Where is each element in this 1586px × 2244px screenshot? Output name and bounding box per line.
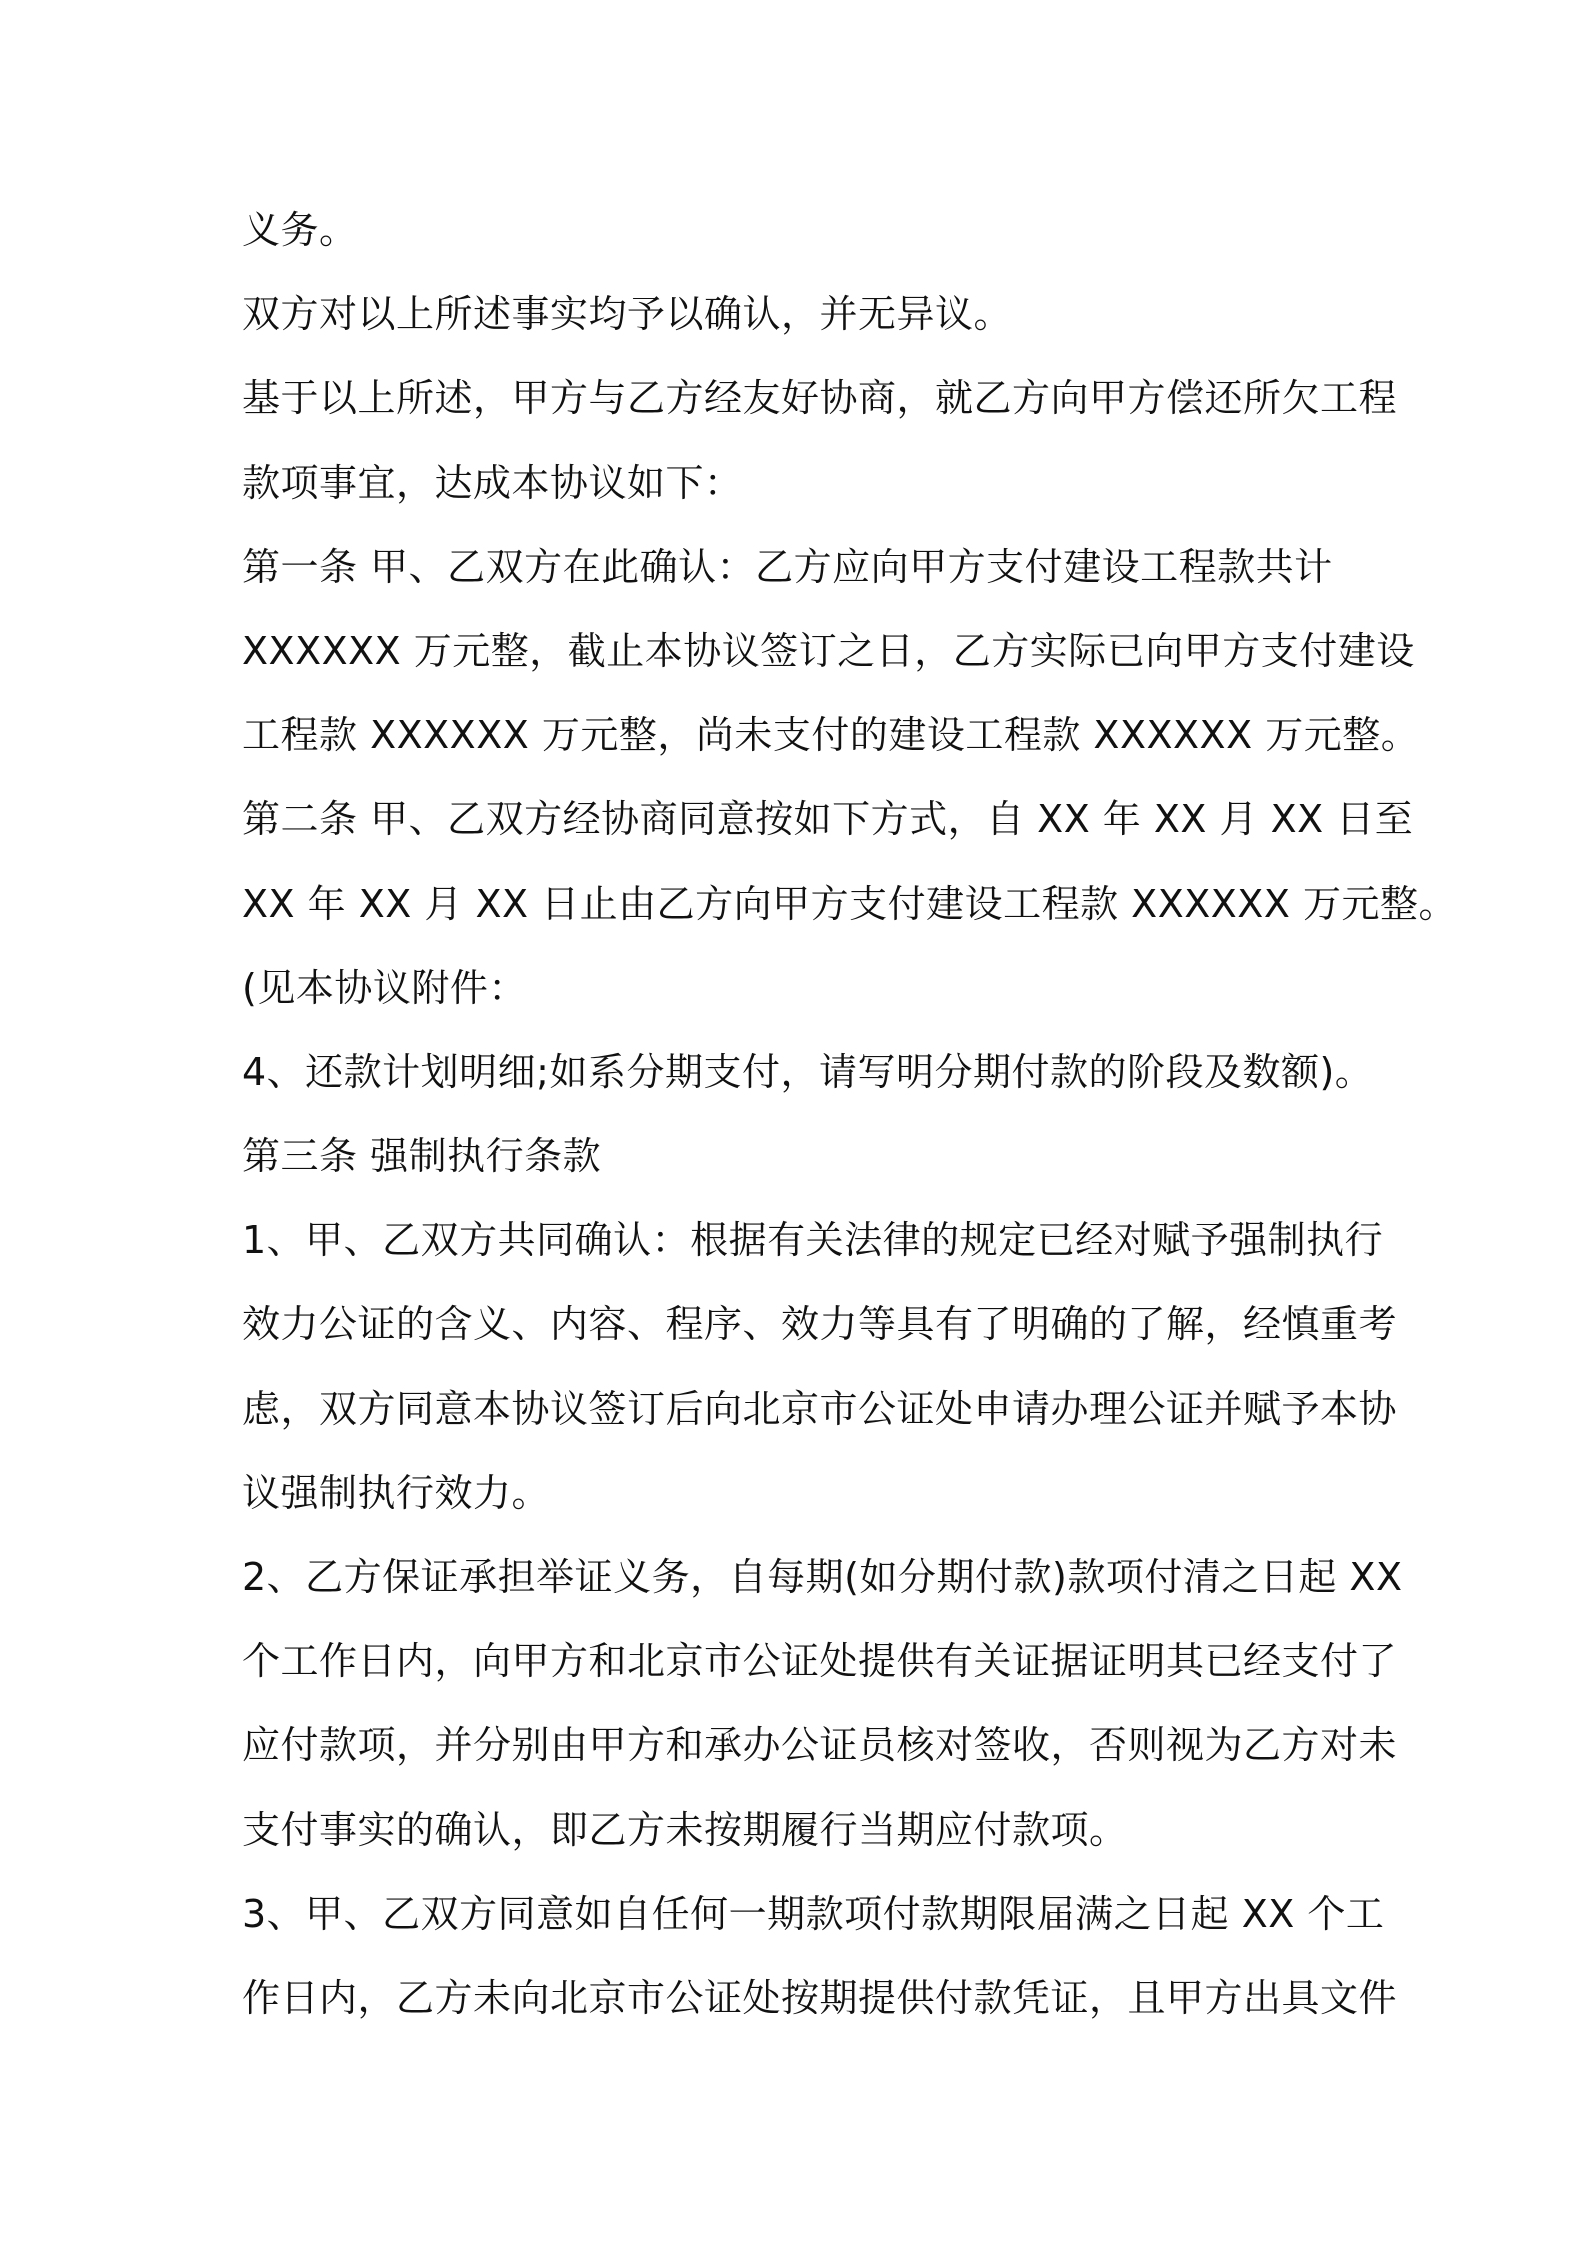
text-line: 工程款 XXXXXX 万元整，尚未支付的建设工程款 XXXXXX 万元整。 xyxy=(242,713,1420,758)
text-line: 款项事宜，达成本协议如下： xyxy=(242,460,743,505)
text-line: 3、甲、乙双方同意如自任何一期款项付款期限届满之日起 XX 个工 xyxy=(242,1891,1385,1936)
text-line: 应付款项，并分别由甲方和承办公证员核对签收，否则视为乙方对未 xyxy=(242,1723,1398,1768)
text-line: 4、还款计划明细;如系分期支付，请写明分期付款的阶段及数额)。 xyxy=(242,1049,1374,1094)
text-line: 议强制执行效力。 xyxy=(242,1470,551,1515)
text-line: 双方对以上所述事实均予以确认，并无异议。 xyxy=(242,292,1013,337)
text-line: 1、甲、乙双方共同确认：根据有关法律的规定已经对赋予强制执行 xyxy=(242,1218,1384,1263)
text-line: XX 年 XX 月 XX 日止由乙方向甲方支付建设工程款 XXXXXX 万元整。 xyxy=(242,881,1457,926)
text-line: 第二条 甲、乙双方经协商同意按如下方式，自 XX 年 XX 月 XX 日至 xyxy=(242,797,1414,842)
text-line: 第一条 甲、乙双方在此确认：乙方应向甲方支付建设工程款共计 xyxy=(242,544,1333,589)
text-line: 效力公证的含义、内容、程序、效力等具有了明确的了解，经慎重考 xyxy=(242,1302,1398,1347)
text-line: 2、乙方保证承担举证义务，自每期(如分期付款)款项付清之日起 XX xyxy=(242,1555,1403,1599)
text-line: 作日内，乙方未向北京市公证处按期提供付款凭证，且甲方出具文件 xyxy=(242,1975,1398,2020)
text-line: 义务。 xyxy=(242,208,358,252)
document-body xyxy=(242,188,1457,2040)
text-line: 虑，双方同意本协议签订后向北京市公证处申请办理公证并赋予本协 xyxy=(242,1386,1398,1431)
text-line: 个工作日内，向甲方和北京市公证处提供有关证据证明其已经支付了 xyxy=(242,1639,1398,1684)
text-line: 支付事实的确认，即乙方未按期履行当期应付款项。 xyxy=(242,1807,1128,1852)
text-line: 第三条 强制执行条款 xyxy=(242,1134,602,1179)
text-line: (见本协议附件： xyxy=(242,965,527,1010)
text-line: 基于以上所述，甲方与乙方经友好协商，就乙方向甲方偿还所欠工程 xyxy=(242,376,1398,421)
text-line: XXXXXX 万元整，截止本协议签订之日，乙方实际已向甲方支付建设 xyxy=(242,628,1415,673)
